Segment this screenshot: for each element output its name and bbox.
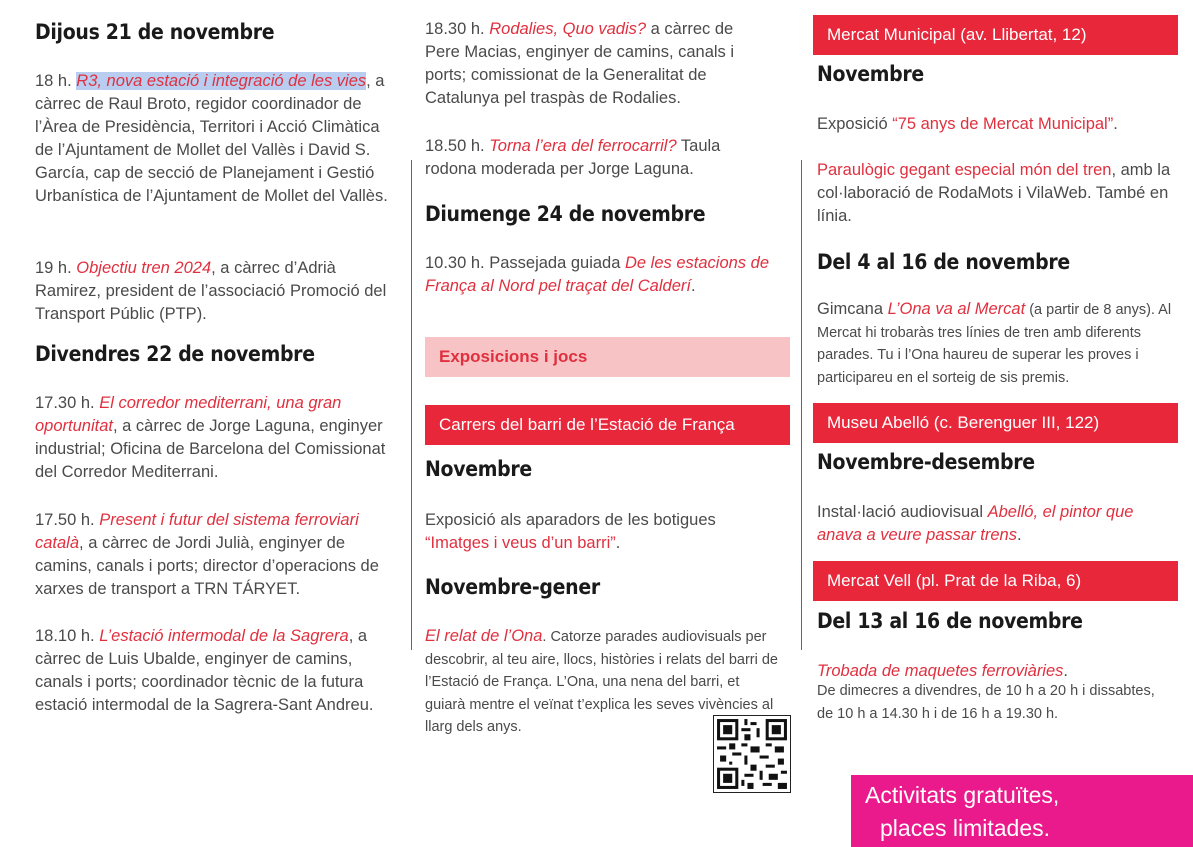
event-title: Rodalies, Quo vadis? bbox=[489, 20, 647, 38]
event-desc: . bbox=[690, 277, 696, 295]
free-line-1: Activitats gratuïtes, bbox=[865, 782, 1060, 808]
exhibition-desc: . Catorze parades audiovisuals per descobrir, al teu aire, llocs, històries i relats del barri de l’Estació de França. L’Ona, una nena del barri, et guiarà mentre el veïnat t’explica les seves vivències al llarg dels anys. bbox=[425, 629, 778, 735]
section-exhibitions-games: Exposicions i jocs bbox=[425, 337, 790, 377]
event-title: De les estacions de França al Nord pel traçat del Calderí bbox=[425, 254, 769, 295]
event-desc: , a càrrec de Jordi Julià, enginyer de camins, canals i ports; director d’operacions de xarxes de transport a TRN TÁRYET. bbox=[35, 534, 379, 598]
month-heading: Novembre-desembre bbox=[817, 450, 1035, 474]
event-title[interactable]: R3, nova estació i integració de les vies bbox=[76, 72, 367, 90]
event-title: L’estació intermodal de la Sagrera bbox=[99, 627, 349, 645]
game-desc: , amb la col·laboració de RodaMots i VilaWeb. També en línia. bbox=[817, 161, 1171, 225]
exhibition-title: El relat de l’Ona bbox=[425, 627, 543, 645]
exhibition-title: “75 anys de Mercat Municipal” bbox=[892, 115, 1114, 133]
event-desc: , a càrrec de Luis Ubalde, enginyer de camins, canals i ports; coordinador tècnic de la futura estació intermodal de la Sagrera-Sant Andreu. bbox=[35, 627, 374, 714]
event-title: Objectiu tren 2024 bbox=[76, 259, 212, 277]
event-time: 18.10 h. bbox=[35, 627, 95, 645]
event-passejada bbox=[425, 252, 780, 298]
exhibition-pre: Exposició als aparadors de les botigues bbox=[425, 511, 716, 529]
event-desc: , a càrrec de Jorge Laguna, enginyer industrial; Oficina de Barcelona del Comissionat del Corredor Mediterrani. bbox=[35, 417, 386, 481]
day-heading-thursday: Dijous 21 de novembre bbox=[35, 20, 275, 44]
exhibition-title: “Imatges i veus d’un barri” bbox=[425, 534, 616, 552]
event-desc: a càrrec de Pere Macias, enginyer de camins, canals i ports; comissionat de la Generalitat de Catalunya pel traspàs de Rodalies. bbox=[425, 20, 735, 107]
game-desc: (a partir de 8 anys). Al Mercat hi trobaràs tres línies de tren amb diferents parades. Tu i l’Ona haureu de superar les proves i participareu en el sorteig de sis premis. bbox=[817, 302, 1172, 386]
day-heading-sunday: Diumenge 24 de novembre bbox=[425, 202, 706, 226]
event-desc: Taula rodona moderada per Jorge Laguna. bbox=[425, 137, 721, 178]
game-title: Paraulògic gegant especial món del tren bbox=[817, 161, 1112, 179]
opening-hours: De dimecres a divendres, de 10 h a 20 h i dissabtes, de 10 h a 14.30 h i de 16 h a 19.30 h. bbox=[817, 683, 1155, 722]
exhibition-desc: . bbox=[1063, 662, 1068, 680]
event-title: Present i futur del sistema ferroviari català bbox=[35, 511, 359, 552]
installation-desc: . bbox=[1016, 526, 1022, 544]
event-time: 19 h. bbox=[35, 259, 72, 277]
free-activities-banner bbox=[851, 775, 1193, 847]
event-sagrera bbox=[35, 625, 399, 717]
game-title: L’Ona va al Mercat bbox=[887, 300, 1026, 318]
game-paraulogic bbox=[817, 159, 1177, 228]
event-desc: , a càrrec d’Adrià Ramirez, president de l’associació Promoció del Transport Públic (PTP). bbox=[35, 259, 387, 323]
installation-pre: Instal·lació audiovisual bbox=[817, 503, 988, 521]
event-corredor bbox=[35, 392, 395, 484]
date-range-heading: Del 4 al 16 de novembre bbox=[817, 250, 1070, 274]
month-heading: Novembre bbox=[817, 62, 924, 86]
day-heading-friday: Divendres 22 de novembre bbox=[35, 342, 315, 366]
event-time: 10.30 h. bbox=[425, 254, 485, 272]
event-torna bbox=[425, 135, 765, 181]
event-time: 18 h. bbox=[35, 72, 72, 90]
exhibition-pre: Exposició bbox=[817, 115, 893, 133]
event-desc: , a càrrec de Raul Broto, regidor coordinador de l’Àrea de Presidència, Territori i Acció Climàtica de l’Ajuntament de Mollet del Vallès i David S. García, cap de secció de Planejament i Gestió Urbanística de l’Ajuntament de Mollet del Vallès. bbox=[35, 72, 388, 205]
qr-code-icon bbox=[713, 715, 791, 793]
event-r3 bbox=[35, 70, 400, 208]
game-gimcana bbox=[817, 298, 1179, 389]
event-title: El corredor mediterrani, una gran oportunitat bbox=[35, 394, 342, 435]
game-pre: Gimcana bbox=[817, 300, 888, 318]
exhibition-desc: . bbox=[1113, 115, 1118, 133]
event-time: 18.30 h. bbox=[425, 20, 485, 38]
event-objectiu bbox=[35, 257, 395, 326]
venue-carrers-estacio: Carrers del barri de l’Estació de França bbox=[425, 405, 790, 445]
event-time: 18.50 h. bbox=[425, 137, 485, 155]
event-time: 17.50 h. bbox=[35, 511, 95, 529]
date-range-heading: Del 13 al 16 de novembre bbox=[817, 609, 1083, 633]
event-title: Torna l’era del ferrocarril? bbox=[489, 137, 677, 155]
venue-mercat-municipal: Mercat Municipal (av. Llibertat, 12) bbox=[813, 15, 1178, 55]
exhibition-imatges bbox=[425, 509, 780, 555]
divider-right bbox=[801, 160, 802, 650]
event-time: 17.30 h. bbox=[35, 394, 95, 412]
exhibition-desc: . bbox=[615, 534, 621, 552]
free-line-2: places limitades. bbox=[880, 815, 1051, 841]
installation-title: Abelló, el pintor que anava a veure passar trens bbox=[817, 503, 1134, 544]
event-rodalies bbox=[425, 18, 765, 110]
exhibition-title: Trobada de maquetes ferroviàries bbox=[817, 662, 1064, 680]
venue-mercat-vell: Mercat Vell (pl. Prat de la Riba, 6) bbox=[813, 561, 1178, 601]
divider-left bbox=[411, 160, 412, 650]
month-heading: Novembre-gener bbox=[425, 575, 600, 599]
month-heading: Novembre bbox=[425, 457, 532, 481]
event-pre: Passejada guiada bbox=[484, 254, 625, 272]
installation-abello bbox=[817, 501, 1172, 547]
exhibition-75-anys bbox=[817, 113, 1172, 136]
venue-museu-abello: Museu Abelló (c. Berenguer III, 122) bbox=[813, 403, 1178, 443]
event-sistema-ferroviari bbox=[35, 509, 397, 601]
